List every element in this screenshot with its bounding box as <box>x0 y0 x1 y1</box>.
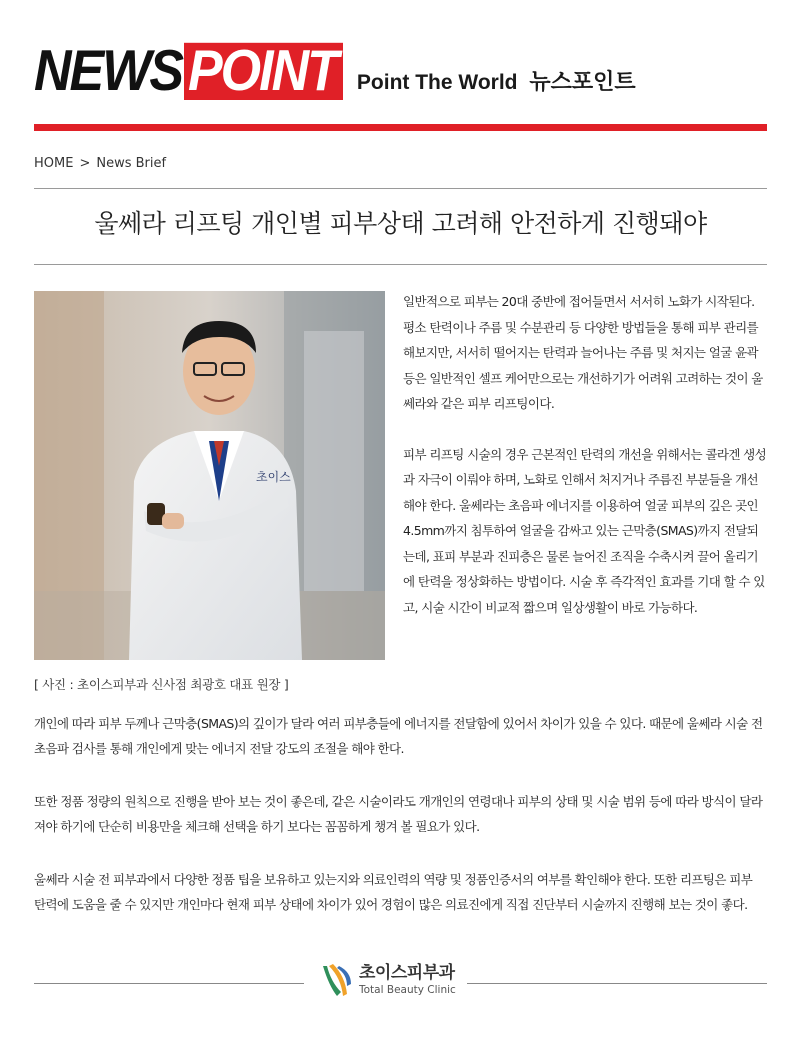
masthead <box>34 39 636 104</box>
newspoint-logo[interactable] <box>34 39 343 104</box>
logo-news-text: NEWS <box>34 39 182 104</box>
article-body <box>34 711 767 945</box>
side-paragraph-2: 피부 리프팅 시술의 경우 근본적인 탄력의 개선을 위해서는 콜라겐 생성과 자극이 이뤄야 하며, 노화로 인해서 처지거나 주름진 부분들을 개선해야 한다. 울쎄라는 초음파 에너지를 이용하여 얼굴 피부의 깊은 곳인 4.5mm까지 침투하여 얼굴을 감싸고 있는 근막층(SMAS)까지 전달되는데, 표피 부분과 진피층은 물론 늘어진 조직을 수축시켜 끌어 올리기에 탄력을 정상화하는 방법이다. 시술 후 즉각적인 효과를 기대 할 수 있고, 시술 시간이 비교적 짧으며 일상생활이 바로 가능하다. <box>403 446 767 615</box>
article-footer <box>34 962 767 1004</box>
body-paragraph-2: 또한 정품 정량의 원칙으로 진행을 받아 보는 것이 좋은데, 같은 시술이라도 개개인의 연령대나 피부의 상태 및 시술 범위 등에 따라 방식이 달라져야 하기에 단순히 비용만을 체크해 선택을 하기 보다는 꼼꼼하게 챙겨 볼 필요가 있다. <box>34 794 763 834</box>
breadcrumb <box>34 156 166 171</box>
body-paragraph-1: 개인에 따라 피부 두께나 근막층(SMAS)의 깊이가 달라 여러 피부층들에 에너지를 전달함에 있어서 차이가 있을 수 있다. 때문에 울쎄라 시술 전 초음파 검사를 통해 개인에게 맞는 에너지 전달 강도의 조절을 해야 한다. <box>34 716 763 756</box>
body-paragraph-3: 울쎄라 시술 전 피부과에서 다양한 정품 팁을 보유하고 있는지와 의료인력의 역량 및 정품인증서의 여부를 확인해야 한다. 또한 리프팅은 피부 탄력에 도움을 줄 수 있지만 개인마다 현재 피부 상태에 차이가 있어 경험이 많은 의료진에게 직접 진단부터 시술까지 진행해 보는 것이 좋다. <box>34 872 753 912</box>
doctor-portrait-image <box>34 291 385 660</box>
photo-caption: [ 사진 : 초이스피부과 신사점 최광호 대표 원장 ] <box>34 677 289 692</box>
side-paragraph-1: 일반적으로 피부는 20대 중반에 접어들면서 서서히 노화가 시작된다. 평소 탄력이나 주름 및 수분관리 등 다양한 방법들을 통해 피부 관리를 해보지만, 서서히 떨어지는 탄력과 늘어나는 주름 및 처지는 얼굴 윤곽 등은 일반적인 셀프 케어만으로는 개선하기가 어려워 고려하는 것이 울쎄라와 같은 피부 리프팅이다. <box>403 294 763 411</box>
tagline <box>357 65 636 96</box>
footer-line-left <box>34 983 304 984</box>
footer-line-right <box>467 983 767 984</box>
breadcrumb-home[interactable]: HOME <box>34 156 74 171</box>
breadcrumb-section[interactable]: News Brief <box>96 156 167 171</box>
masthead-red-bar <box>34 124 767 131</box>
clinic-name-korean: 초이스피부과 <box>359 963 455 983</box>
divider-top <box>34 188 767 189</box>
coat-embroidery-text: 초이스 <box>256 470 291 484</box>
clinic-logo[interactable] <box>319 962 456 998</box>
breadcrumb-separator: > <box>79 156 91 171</box>
tagline-english: Point The World <box>356 71 518 94</box>
article-headline: 울쎄라 리프팅 개인별 피부상태 고려해 안전하게 진행돼야 <box>94 209 707 238</box>
article-photo <box>34 291 385 660</box>
divider-headline <box>34 264 767 265</box>
tagline-korean: 뉴스포인트 <box>529 70 636 95</box>
clinic-name-english: Total Beauty Clinic <box>359 984 456 996</box>
clinic-emblem-icon <box>319 962 353 998</box>
article-side-column <box>403 289 767 645</box>
logo-point-text: POINT <box>184 43 343 100</box>
